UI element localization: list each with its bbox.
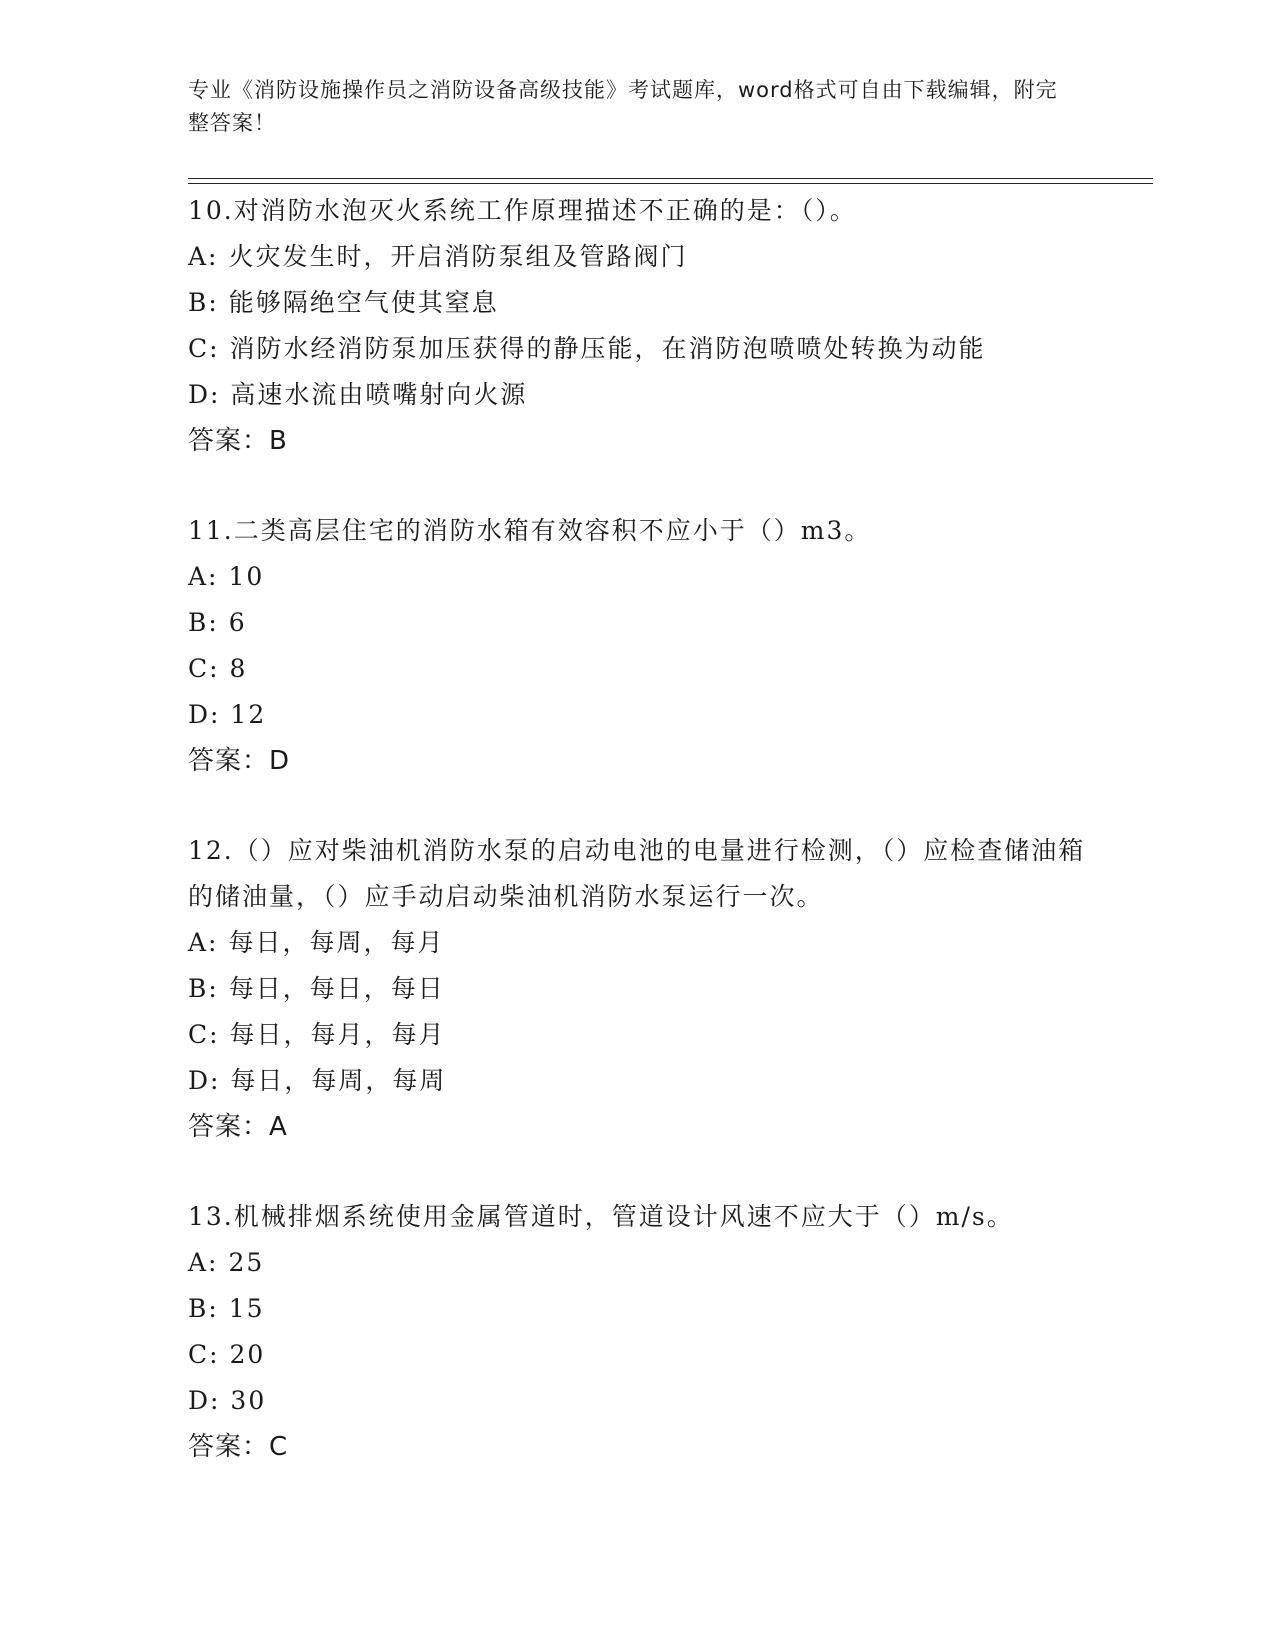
option-d xyxy=(188,372,1088,418)
option-key: B: xyxy=(188,974,219,1003)
option-b xyxy=(188,280,1088,326)
question-stem: 11.二类高层住宅的消防水箱有效容积不应小于（）m3。 xyxy=(188,516,872,545)
option-a xyxy=(188,920,1088,966)
option-d xyxy=(188,692,1088,738)
answer-line xyxy=(188,418,1088,464)
option-text: 每日，每月，每月 xyxy=(229,1020,446,1049)
answer-value: B xyxy=(269,426,288,456)
option-key: D: xyxy=(188,700,221,729)
header-intro-text: 专业《消防设施操作员之消防设备高级技能》考试题库，word格式可自由下载编辑，附完整答案！ xyxy=(188,78,1058,135)
option-c xyxy=(188,646,1088,692)
option-key: B: xyxy=(188,608,219,637)
option-key: C: xyxy=(188,334,220,363)
header-divider-bottom xyxy=(188,183,1153,184)
answer-label: 答案： xyxy=(188,426,270,456)
option-key: D: xyxy=(188,380,221,409)
option-c xyxy=(188,326,1088,372)
answer-line xyxy=(188,1104,1088,1150)
answer-line xyxy=(188,738,1088,784)
question-10 xyxy=(188,188,1088,464)
question-stem: 10.对消防水泡灭火系统工作原理描述不正确的是：（）。 xyxy=(188,196,857,225)
option-a xyxy=(188,234,1088,280)
question-stem: 12.（）应对柴油机消防水泵的启动电池的电量进行检测，（）应检查储油箱的储油量，（）应手动启动柴油机消防水泵运行一次。 xyxy=(188,836,1086,911)
option-key: A: xyxy=(188,1248,219,1277)
option-key: B: xyxy=(188,1294,219,1323)
option-text: 25 xyxy=(228,1248,265,1277)
option-text: 高速水流由喷嘴射向火源 xyxy=(230,380,528,409)
option-text: 30 xyxy=(230,1386,267,1415)
question-11 xyxy=(188,508,1088,784)
option-text: 6 xyxy=(228,608,247,637)
option-a xyxy=(188,1240,1088,1286)
option-key: C: xyxy=(188,1340,220,1369)
answer-label: 答案： xyxy=(188,746,270,776)
option-key: A: xyxy=(188,928,219,957)
option-c xyxy=(188,1332,1088,1378)
option-key: A: xyxy=(188,562,219,591)
option-text: 每日，每日，每日 xyxy=(228,974,445,1003)
option-c xyxy=(188,1012,1088,1058)
question-13 xyxy=(188,1194,1088,1470)
answer-line xyxy=(188,1424,1088,1470)
option-key: C: xyxy=(188,1020,220,1049)
option-key: A: xyxy=(188,242,219,271)
option-key: D: xyxy=(188,1066,221,1095)
answer-value: D xyxy=(269,746,291,776)
option-text: 每日，每周，每周 xyxy=(230,1066,447,1095)
answer-value: A xyxy=(269,1112,288,1142)
option-b xyxy=(188,966,1088,1012)
option-text: 10 xyxy=(228,562,265,591)
option-key: B: xyxy=(188,288,219,317)
option-text: 消防水经消防泵加压获得的静压能，在消防泡喷喷处转换为动能 xyxy=(229,334,986,363)
option-key: C: xyxy=(188,654,220,683)
option-text: 12 xyxy=(230,700,267,729)
answer-value: C xyxy=(269,1432,289,1462)
option-text: 火灾发生时，开启消防泵组及管路阀门 xyxy=(228,242,688,271)
answer-label: 答案： xyxy=(188,1432,270,1462)
question-12 xyxy=(188,828,1088,1150)
option-d xyxy=(188,1058,1088,1104)
option-text: 每日，每周，每月 xyxy=(228,928,445,957)
option-a xyxy=(188,554,1088,600)
answer-label: 答案： xyxy=(188,1112,270,1142)
option-text: 能够隔绝空气使其窒息 xyxy=(228,288,499,317)
option-text: 15 xyxy=(228,1294,265,1323)
document-header xyxy=(188,74,1068,140)
option-d xyxy=(188,1378,1088,1424)
question-stem: 13.机械排烟系统使用金属管道时，管道设计风速不应大于（）m/s。 xyxy=(188,1202,1014,1231)
option-key: D: xyxy=(188,1386,221,1415)
option-b xyxy=(188,1286,1088,1332)
header-divider-top xyxy=(188,178,1153,179)
option-text: 20 xyxy=(229,1340,266,1369)
option-b xyxy=(188,600,1088,646)
option-text: 8 xyxy=(229,654,248,683)
